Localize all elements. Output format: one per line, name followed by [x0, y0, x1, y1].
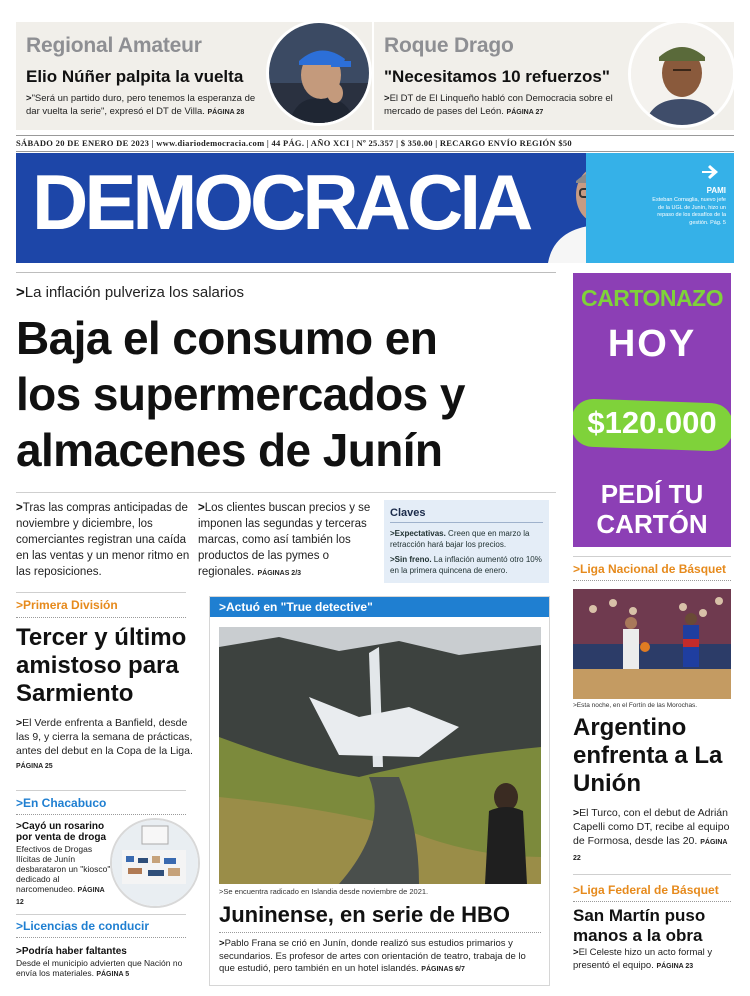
divider — [219, 932, 541, 933]
section-label: >Primera División — [16, 598, 118, 612]
claves-item: >Expectativas. Creen que en marzo la retracción hará bajar los precios. — [390, 529, 530, 549]
chacabuco-headline[interactable]: >Cayó un rosarino por venta de droga — [16, 821, 107, 843]
federal-headline[interactable]: San Martín puso manos a la obra — [573, 906, 706, 945]
federal-body: >El Celeste hizo un acto formal y presentó el equipo. PÁGINA 23 — [573, 947, 713, 971]
main-headline[interactable]: Baja el consumo en los supermercados y almacenes de Junín — [16, 312, 465, 476]
feature-story[interactable] — [209, 596, 550, 986]
teaser-headline: Elio Núñer palpita la vuelta — [26, 67, 244, 86]
teaser-body: >El DT de El Linqueño habló con Democracia sobre el mercado de pases del León. PÁGINA 27 — [384, 93, 613, 117]
section-label: >Liga Nacional de Básquet — [573, 562, 727, 576]
divider — [16, 492, 556, 493]
chacabuco-body: Efectivos de Drogas Ilícitas de Junín desbarataron un "kiosco" dedicado al narcomenudeo. PÁGINA 12 — [16, 844, 111, 906]
front-page — [12, 22, 738, 990]
feature-section-bar: >Actuó en "True detective" — [210, 597, 549, 617]
drago-photo — [628, 20, 736, 128]
coach-photo — [266, 20, 372, 126]
divider — [573, 874, 731, 875]
ad-brand: CARTONAZO — [580, 285, 723, 311]
ad-line-hoy: HOY — [607, 323, 697, 365]
section-label: >Licencias de conducir — [16, 919, 150, 933]
divider — [16, 814, 186, 815]
basquet-headline[interactable]: Argentino enfrenta a La Unión — [573, 714, 723, 797]
pami-tag: PAMI — [706, 186, 726, 195]
licencias-body: Desde el municipio advierten que Nación no envía los materiales. PÁGINA 5 — [16, 958, 183, 978]
feature-body: >Pablo Frana se crió en Junín, donde realizó sus estudios primarios y secundarios. Es profesor de artes con orientación de teatro, trabaja de lo que estudió, pero también en un hotel islandés. PÁGINAS 6/7 — [219, 938, 526, 974]
drug-seizure-photo — [110, 818, 200, 908]
basquet-caption: >Esta noche, en el Fortín de las Morochas. — [573, 702, 698, 709]
main-col-2: >Los clientes buscan precios y se imponen las segundas y terceras marcas, como así también los productos de las pymes o regionales. PÁGINAS 2/3 — [198, 502, 371, 578]
masthead[interactable] — [16, 153, 586, 263]
edition-info-bar: SÁBADO 20 DE ENERO DE 2023 | www.diariodemocracia.com | 44 PÁG. | AÑO XCI | Nº 25.357 | $ 350.00 | RECARGO ENVÍO REGIÓN $50 — [16, 135, 734, 152]
pami-text: Esteban Cornaglia, nuevo jefe de la UGL de Junín, hizo un repaso de los desafíos de la gestión. Pág. 5 — [652, 197, 726, 226]
divider — [573, 901, 731, 902]
sarmiento-body: >El Verde enfrenta a Banfield, desde las 9, y cierra la semana de prácticas, antes del debut en la Copa de la Liga. PÁGINA 25 — [16, 717, 193, 770]
teaser-roque-drago[interactable] — [374, 22, 734, 130]
divider — [16, 592, 186, 593]
claves-title: Claves — [390, 507, 543, 523]
divider — [16, 914, 186, 915]
divider — [16, 790, 186, 791]
pami-teaser[interactable] — [586, 153, 734, 263]
iceland-landscape-photo — [219, 627, 541, 884]
basketball-photo — [573, 589, 731, 699]
teaser-headline: "Necesitamos 10 refuerzos" — [384, 67, 610, 86]
arrow-right-icon — [702, 165, 718, 179]
ad-amount: $120.000 — [587, 405, 717, 440]
cartonazo-ad[interactable] — [573, 273, 731, 547]
divider — [16, 272, 556, 273]
teaser-body: >"Será un partido duro, pero tenemos la esperanza de dar vuelta la serie", expresó el DT de Villa. PÁGINA 28 — [26, 93, 256, 117]
ad-line-pedi: PEDÍ TU — [600, 479, 704, 509]
basquet-body: >El Turco, con el debut de Adrián Capelli como DT, recibe al equipo de Formosa, desde las 20. PÁGINA 22 — [573, 807, 730, 862]
section-label: >Liga Federal de Básquet — [573, 883, 719, 897]
newspaper-logo: DEMOCRACIA — [32, 158, 530, 246]
claves-item: >Sin freno. La inflación aumentó otro 10% en la primera quincena de enero. — [390, 555, 542, 575]
claves-box — [384, 500, 549, 583]
divider — [16, 937, 186, 938]
teaser-tag: Roque Drago — [384, 34, 514, 57]
feature-caption: >Se encuentra radicado en Islandia desde noviembre de 2021. — [219, 887, 429, 896]
divider — [573, 580, 731, 581]
licencias-headline[interactable]: >Podría haber faltantes — [16, 946, 127, 957]
divider — [573, 556, 731, 557]
teaser-tag: Regional Amateur — [26, 34, 202, 57]
feature-headline: Juninense, en serie de HBO — [219, 902, 510, 927]
ad-line-carton: CARTÓN — [596, 509, 708, 539]
divider — [16, 617, 186, 618]
main-kicker: >La inflación pulveriza los salarios — [16, 284, 245, 301]
main-col-1: >Tras las compras anticipadas de noviembre y diciembre, los comerciantes registran una caída en las ventas y un menor ritmo en las reposiciones. — [16, 502, 190, 578]
sarmiento-headline[interactable]: Tercer y último amistoso para Sarmiento — [16, 624, 187, 707]
teaser-regional-amateur[interactable] — [16, 22, 372, 130]
section-label: >En Chacabuco — [16, 796, 107, 810]
